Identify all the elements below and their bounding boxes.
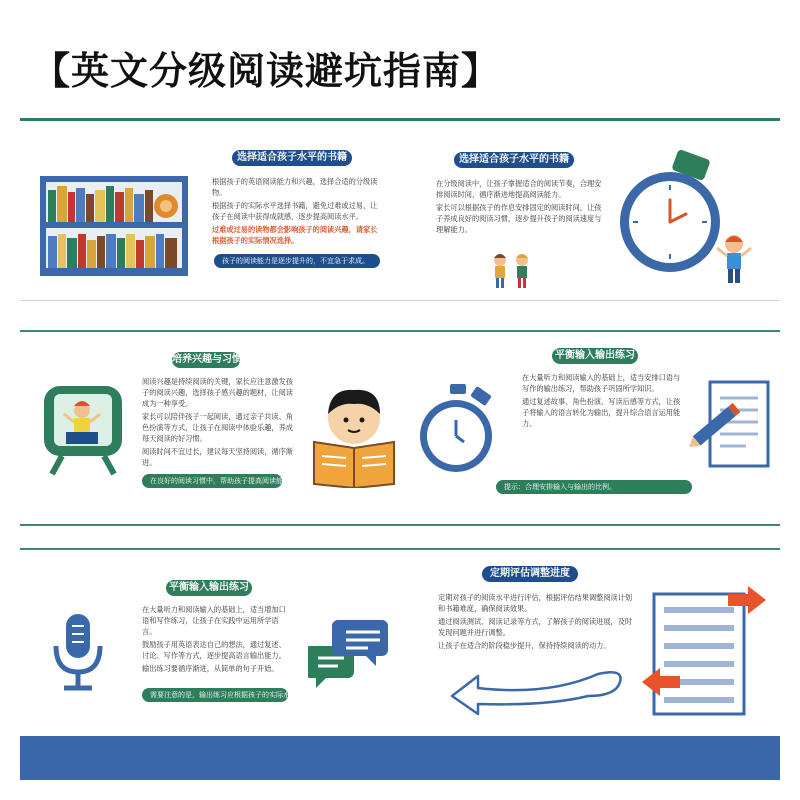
body-highlight: 过难或过易的读物都会影响孩子的阅读兴趣，请家长根据孩子的实际情况选择。 [212, 225, 378, 245]
section-heading: 平衡输入输出练习 [166, 580, 252, 596]
section-tip: 提示：合理安排输入与输出的比例。 [496, 480, 692, 494]
bookshelf-icon [40, 176, 188, 280]
body-paragraph: 根据孩子的实际水平选择书籍，避免过难或过易，让孩子在阅读中获得成就感，逐步提高阅读水平。 [212, 201, 378, 221]
body-paragraph: 在大量听力和阅读输入的基础上，适当安排口语与写作的输出练习，帮助孩子巩固所学知识。 [522, 373, 681, 393]
kids-icon [488, 250, 538, 294]
checklist-icon [640, 584, 770, 724]
body-paragraph: 通过复述故事、角色扮演、写读后感等方式，让孩子将输入的语言转化为输出，提升综合语言运用能力。 [522, 397, 681, 428]
document-pencil-icon [682, 378, 772, 474]
page-title: 【英文分级阅读避坑指南】 [32, 49, 501, 93]
section-body [522, 372, 686, 431]
divider [20, 118, 780, 121]
body-paragraph: 让孩子在适合的阶段稳步提升，保持持续阅读的动力。 [438, 641, 611, 650]
section-tip: 需要注意的是，输出练习应根据孩子的实际水平进行。 [142, 688, 288, 702]
body-paragraph: 通过阅读测试、阅读记录等方式，了解孩子的阅读进展，及时发现问题并进行调整。 [438, 617, 633, 637]
body-paragraph: 阅读时间不宜过长，建议每天坚持阅读，循序渐进。 [142, 447, 293, 467]
body-paragraph: 阅读兴趣是持续阅读的关键，家长应注意激发孩子的阅读兴趣，选择孩子感兴趣的题材，让阅读成为一种享受。 [142, 377, 293, 408]
section-heading: 平衡输入输出练习 [552, 348, 638, 364]
body-paragraph: 输出练习要循序渐进，从简单的句子开始。 [142, 664, 279, 673]
chat-bubbles-icon [308, 618, 390, 694]
section-heading: 选择适合孩子水平的书籍 [232, 150, 352, 166]
section-body [436, 178, 602, 237]
body-paragraph: 家长可以根据孩子的作息安排固定的阅读时间，让孩子养成良好的阅读习惯，逐步提升孩子的阅读速度与理解能力。 [436, 203, 602, 234]
body-paragraph: 在大量听力和阅读输入的基础上，适当增加口语和写作练习，让孩子在实践中运用所学语言。 [142, 605, 286, 636]
section-tip: 在良好的阅读习惯中，帮助孩子提高阅读能力。 [142, 474, 282, 488]
divider [20, 548, 780, 550]
boy-waving-icon [714, 232, 754, 290]
tablet-icon [42, 384, 124, 480]
arrow-icon [448, 666, 628, 720]
section-body [142, 376, 300, 470]
section-body [438, 592, 638, 653]
section-heading: 选择适合孩子水平的书籍 [454, 152, 574, 168]
section-body [142, 604, 292, 676]
body-paragraph: 鼓励孩子用英语表达自己的想法，通过复述、讨论、写作等方式，逐步提高语言输出能力。 [142, 640, 286, 660]
body-paragraph: 家长可以陪伴孩子一起阅读，通过亲子共读、角色扮演等方式，让孩子在阅读中体验乐趣，养成每天阅读的好习惯。 [142, 412, 293, 443]
section-heading: 定期评估调整进度 [482, 566, 578, 582]
stopwatch-icon [416, 384, 500, 478]
section-tip: 孩子的阅读能力是逐步提升的，不宜急于求成。 [214, 254, 380, 268]
section-heading: 培养兴趣与习惯 [172, 352, 240, 368]
body-paragraph: 定期对孩子的阅读水平进行评估，根据评估结果调整阅读计划和书籍难度，确保阅读效果。 [438, 593, 633, 613]
reading-boy-icon [306, 382, 402, 492]
footer-bar [20, 736, 780, 780]
divider [20, 524, 780, 526]
body-paragraph: 根据孩子的英语阅读能力和兴趣，选择合适的分级读物。 [212, 177, 378, 197]
body-paragraph: 在分级阅读中，让孩子掌握适合的阅读节奏，合理安排阅读时间，循序渐进地提高阅读能力。 [436, 179, 602, 199]
divider [20, 300, 780, 301]
section-body [212, 176, 380, 248]
divider [20, 330, 780, 332]
microphone-icon [50, 612, 106, 696]
